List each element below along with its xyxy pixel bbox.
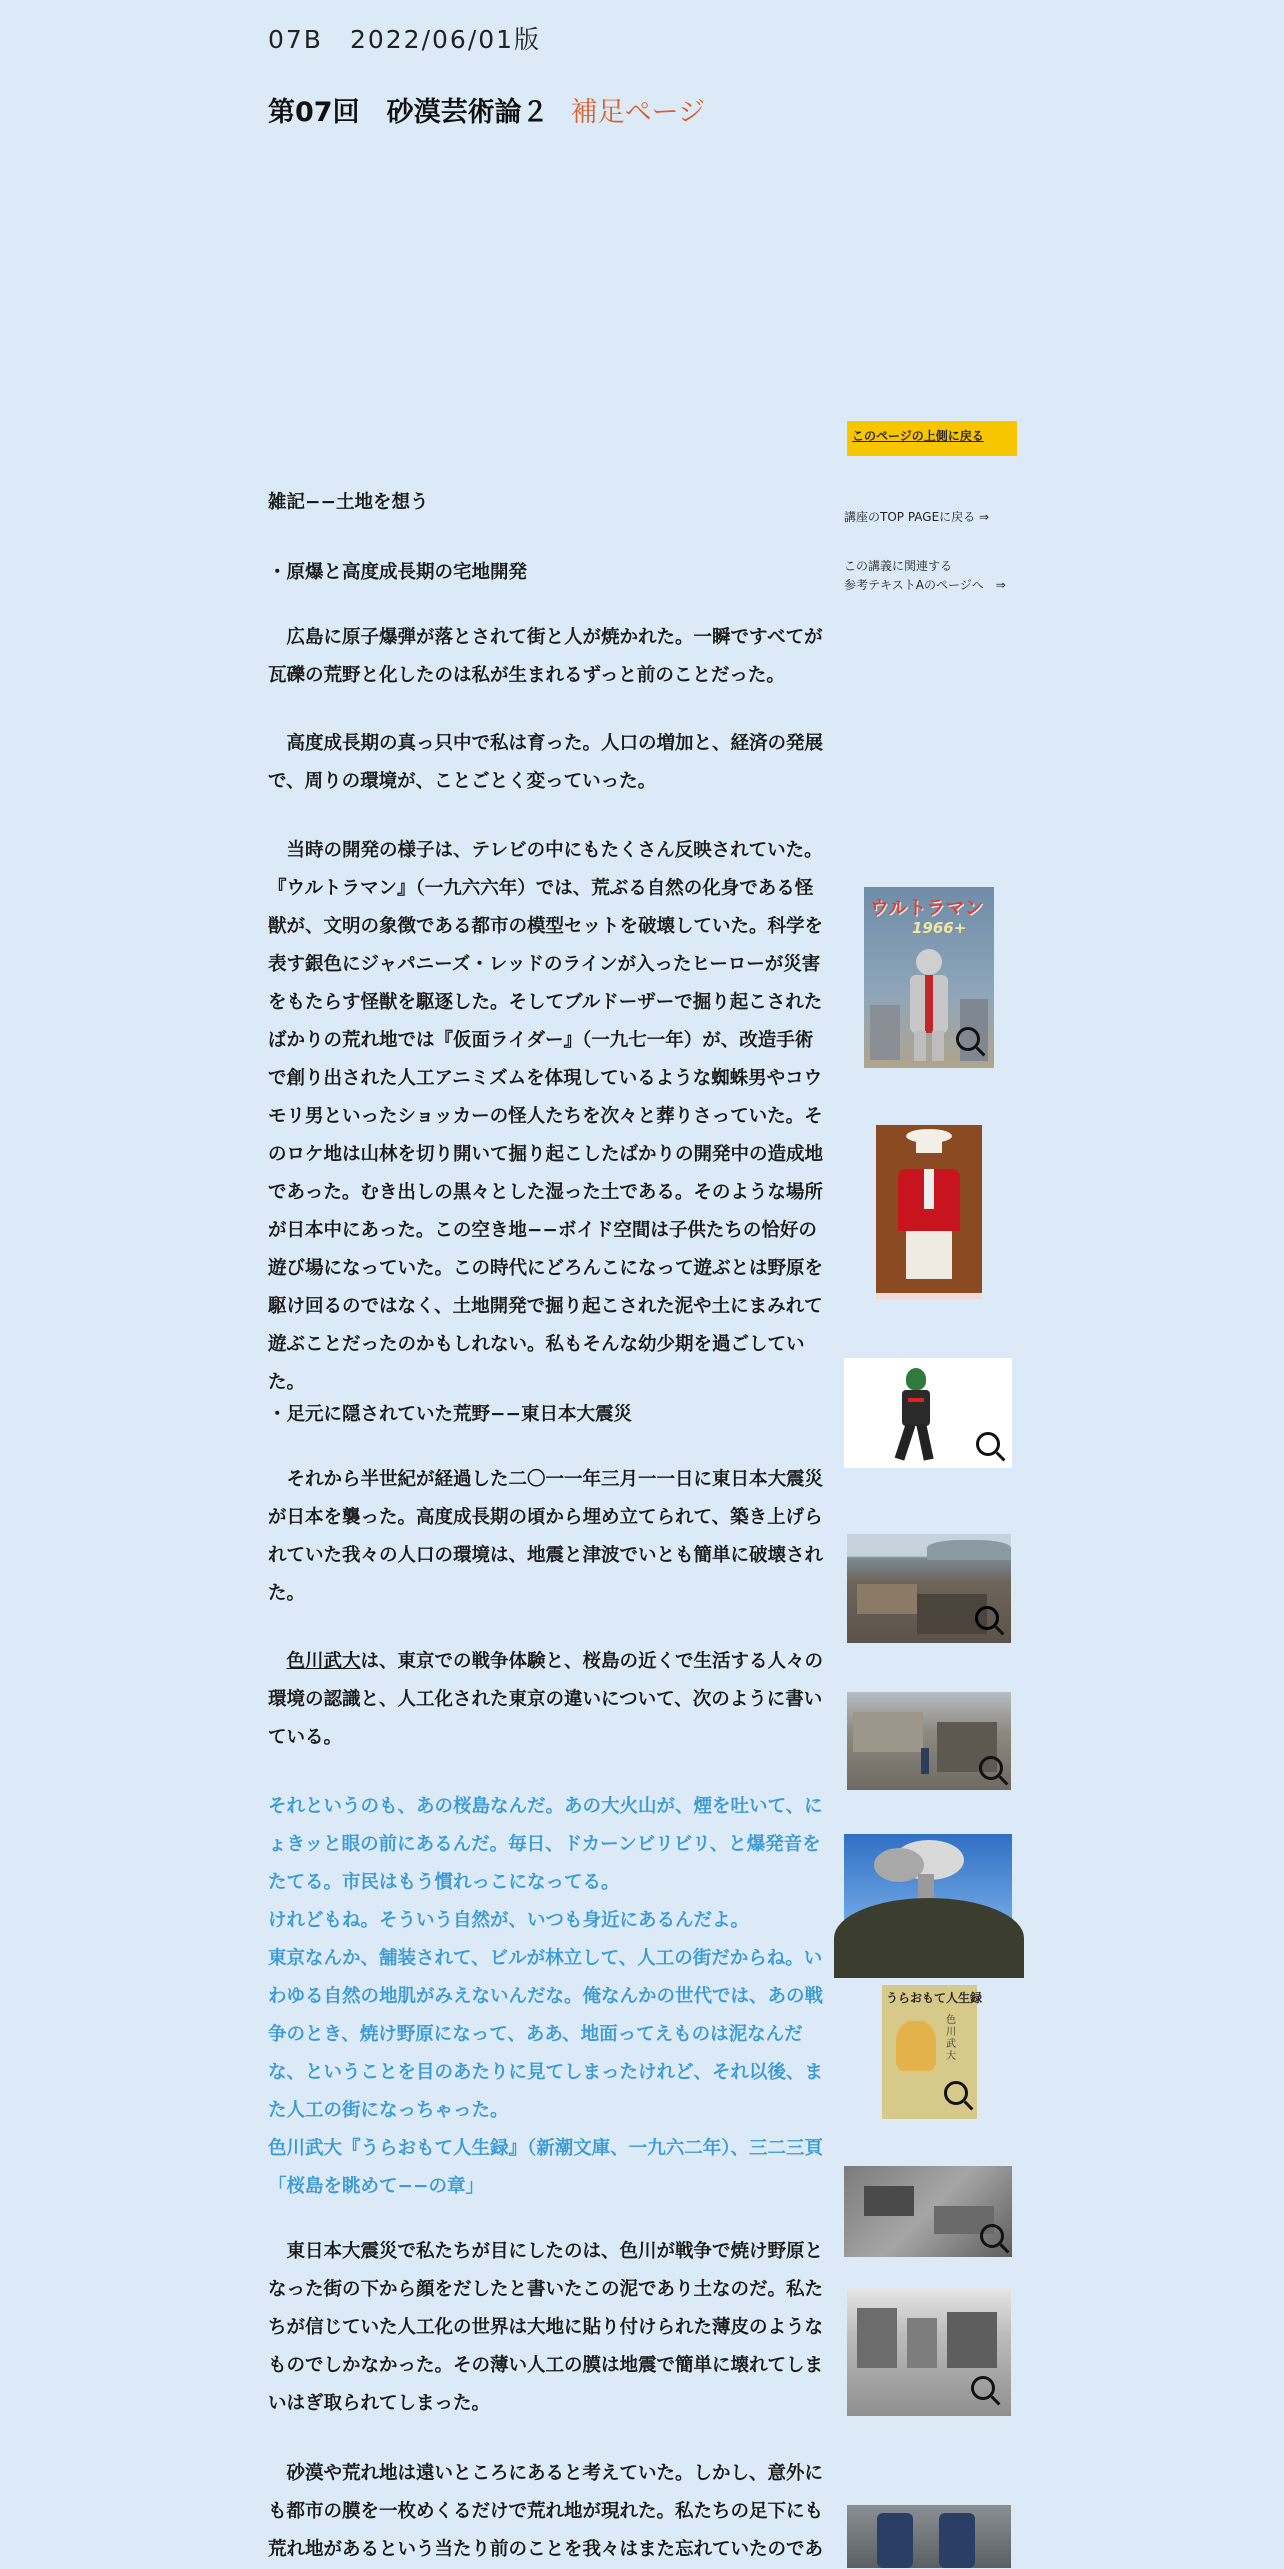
section-title: 雑記−−土地を想う [268, 492, 429, 513]
paragraph-text: 当時の開発の様子は、テレビの中にもたくさん反映されていた。『ウルトラマン』（一九六六年）では、荒ぶる自然の化身である怪獣が、文明の象徴である都市の模型セットを破壊していた。科学を表す銀色にジャパニーズ・レッドのラインが入ったヒーローが災害をもたらす怪獣を駆逐した。そしてブルドーザーで掘り起こされたばかりの荒れ地では『仮面ライダー』（一九七一年）が、改造手術で創り出された人工アニミズムを体現しているような蜘蛛男やコウモリ男といったショッカーの怪人たちを次々と葬りさっていた。そのロケ地は山林を切り開いて掘り起こしたばかりの開発中の造成地であった。むき出しの黒々とした湿った土である。そのような場所が日本中にあった。この空き地−−ボイド空間は子供たちの恰好の遊び場になっていた。この時代にどろんこになって遊ぶとは野原を駆け回るのではなく、土地開発で掘り起こされた泥や土にまみれて遊ぶことだったのかもしれない。私もそんな幼少期を過ごしていた。 [268, 840, 824, 1393]
rider-body [902, 1390, 930, 1426]
ruins-shape [947, 2312, 997, 2368]
aerial-ruins-thumbnail[interactable] [844, 2166, 1012, 2257]
page-title [268, 90, 705, 129]
sakurajima-thumbnail[interactable] [844, 1834, 1012, 1947]
back-to-top-button[interactable]: このページの上側に戻る [847, 421, 1017, 456]
paragraph-text: 広島に原子爆弾が落とされて街と人が焼かれた。一瞬ですべてが瓦礫の荒野と化したのは私が生まれるずっと前のことだった。 [268, 627, 823, 686]
volcano-shape [834, 1898, 1024, 1978]
paragraph-text: それから半世紀が経過した二〇一一年三月一一日に東日本大震災が日本を襲った。高度成長期の頃から埋め立てられて、築き上げられていた我々の人口の環境は、地震と津波でいとも簡単に破壊された。 [268, 1469, 824, 1604]
paragraph-high-growth [268, 725, 824, 801]
quote-source: 色川武大『うらおもて人生録』（新潮文庫、一九六二年）、三二三頁「桜島を眺めて−−の章」 [268, 2138, 824, 2197]
magnifier-icon[interactable] [971, 2376, 995, 2400]
ruins-shape [864, 2186, 914, 2216]
paragraph-text: 高度成長期の真っ只中で私は育った。人口の増加と、経済の発展で、周りの環境が、ことごとく変っていった。 [268, 733, 824, 792]
book-cover-title: ウルトラマン [870, 897, 984, 919]
quote-block [268, 1788, 824, 2206]
rider-belt [908, 1398, 924, 1402]
book-cover-year: 1966+ [912, 919, 967, 937]
paragraph-earthquake [268, 1461, 824, 1613]
debris-shape [857, 1584, 917, 1614]
subhead-atomic-bomb: ・原爆と高度成長期の宅地開発 [268, 562, 528, 583]
magnifier-icon[interactable] [976, 1432, 1000, 1456]
reference-link-line1: この講義に関連する [844, 559, 953, 573]
person-shape [921, 1748, 929, 1774]
tsunami-debris-thumbnail-2[interactable] [847, 1692, 1011, 1790]
version-label: 07B 2022/06/01版 [268, 25, 542, 54]
white-trousers-shape [906, 1231, 952, 1279]
ruins-shape [857, 2308, 897, 2368]
costume-photo-thumbnail[interactable] [876, 1125, 982, 1299]
cover-illustration [896, 2021, 936, 2071]
boot-shape [939, 2513, 975, 2568]
boots-thumbnail[interactable] [847, 2505, 1011, 2568]
magnifier-icon[interactable] [980, 2224, 1004, 2248]
debris-shape [853, 1712, 923, 1752]
ruins-shape [907, 2318, 937, 2368]
book2-title: うらおもて人生録 [886, 1991, 983, 2005]
paragraph-text: 東日本大震災で私たちが目にしたのは、色川が戦争で焼け野原となった街の下から顔をだしたと書いたこの泥であり土なのだ。私たちが信じていた人工化の世界は大地に貼り付けられた薄皮のようなものでしかなかった。その薄い人工の膜は地震で簡単に壊れてしまいはぎ取られてしまった。 [268, 2241, 824, 2414]
magnifier-icon[interactable] [944, 2081, 968, 2105]
quote-line: けれどもね。そういう自然が、いつも身近にあるんだよ。 [268, 1910, 750, 1931]
hero-figure-leg [932, 1031, 944, 1061]
page-title-supplement: 補足ページ [570, 97, 706, 128]
paragraph-text [268, 1643, 824, 1757]
author-name-link[interactable]: 色川武大 [286, 1651, 361, 1672]
tsunami-debris-thumbnail-1[interactable] [847, 1534, 1011, 1643]
reference-text-link[interactable] [844, 557, 1006, 595]
magnifier-icon[interactable] [956, 1027, 980, 1051]
magnifier-icon[interactable] [975, 1606, 999, 1630]
rider-leg [895, 1423, 916, 1460]
paragraph-desert [268, 2455, 824, 2569]
paragraph-text: 砂漠や荒れ地は遠いところにあると考えていた。しかし、意外にも都市の膜を一枚めくるだけで荒れ地が現れた。私たちの足下にも荒れ地があるという当たり前のことを我々はまた忘れていたのであ [268, 2463, 824, 2560]
reference-link-line2: 参考テキストAのページへ ⇒ [844, 578, 1006, 592]
paragraph-soil [268, 2233, 824, 2423]
photo-caption-strip [876, 1293, 982, 1299]
quote-line: 東京なんか、舗装されて、ビルが林立して、人工の街だからね。いわゆる自然の地肌がみえないんだな。俺なんかの世代では、あの戦争のとき、焼け野原になって、ああ、地面ってえものは泥なんだな、ということを目のあたりに見てしまったけれど、それ以後、また人工の街になっちゃった。 [268, 1948, 824, 2121]
uraomote-book-thumbnail[interactable] [882, 1985, 983, 2119]
rider-leg [916, 1423, 933, 1460]
kamen-rider-thumbnail[interactable] [844, 1358, 1012, 1468]
top-page-link[interactable]: 講座のTOP PAGEに戻る ⇒ [844, 510, 990, 524]
hero-figure-body [910, 975, 948, 1033]
magnifier-icon[interactable] [979, 1756, 1003, 1780]
boot-shape [877, 2513, 913, 2568]
mountain-shape [927, 1540, 1011, 1560]
paragraph-hiroshima [268, 619, 824, 695]
ultraman-book-thumbnail[interactable] [864, 887, 994, 1068]
paragraph-rest: は、東京での戦争体験と、桜島の近くで生活する人々の環境の認識と、人工化された東京の違いについて、次のように書いている。 [268, 1651, 824, 1748]
book2-author: 色川武大 [946, 2015, 956, 2062]
paragraph-tv-development [268, 832, 824, 1402]
building-model [870, 1005, 900, 1060]
hero-figure-head [916, 949, 942, 975]
paragraph-irokawa [268, 1643, 824, 1757]
ruined-city-thumbnail[interactable] [847, 2288, 1011, 2416]
hat-shape [916, 1137, 942, 1153]
subhead-earthquake: ・足元に隠されていた荒野−−東日本大震災 [268, 1404, 633, 1425]
eruption-plume [874, 1848, 924, 1882]
rider-helmet [906, 1368, 926, 1390]
page-title-main: 第07回 砂漠芸術論２ [268, 97, 549, 128]
hero-figure-leg [914, 1031, 926, 1061]
shirt-shape [924, 1169, 934, 1209]
quote-line: それというのも、あの桜島なんだ。あの大火山が、煙を吐いて、にょきッと眼の前にあるんだ。毎日、ドカーンビリビリ、と爆発音をたてる。市民はもう慣れっこになってる。 [268, 1796, 823, 1893]
